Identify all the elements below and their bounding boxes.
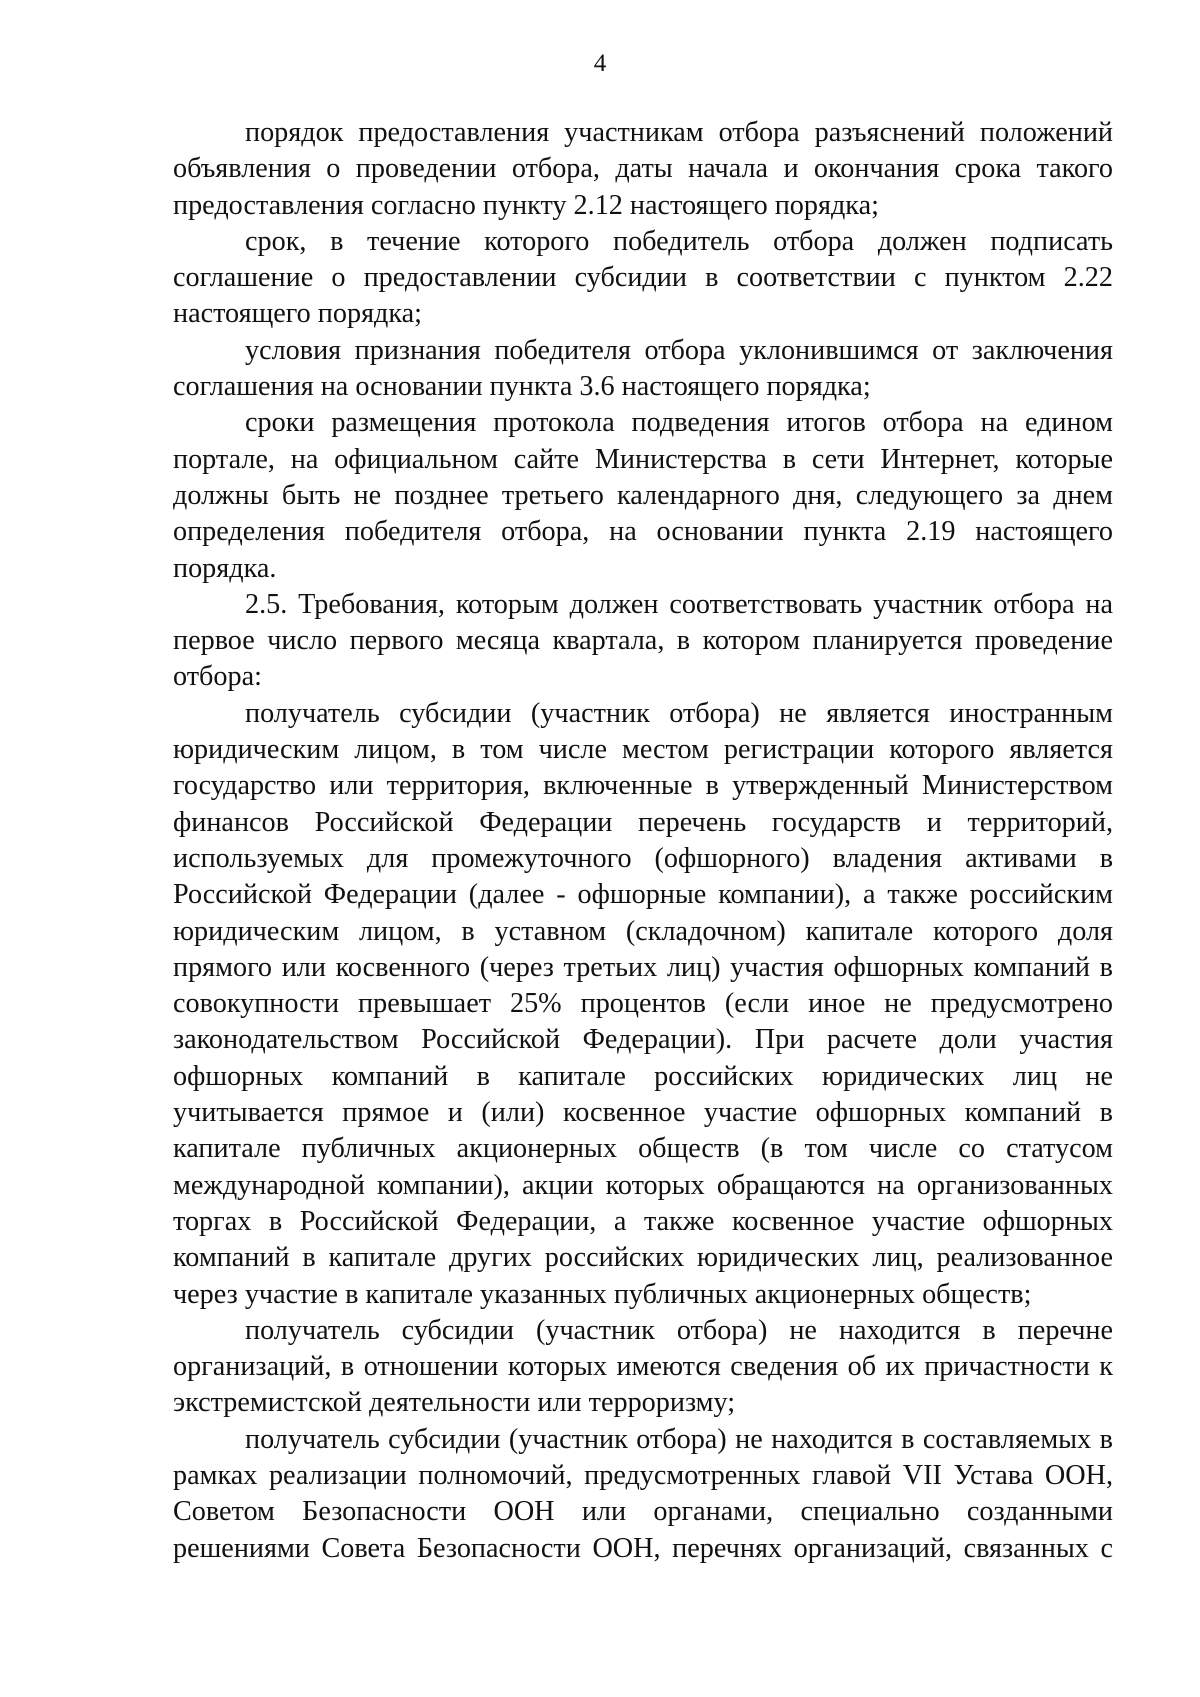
- paragraph-extremism-requirement: получатель субсидии (участник отбора) не находится в перечне организаций, в отношении которых имеются сведения об их причастности к экстремистской деятельности или терроризму;: [173, 1314, 1113, 1419]
- paragraph-signing-deadline: срок, в течение которого победитель отбора должен подписать соглашение о предоставлении субсидии в соответствии с пунктом 2.22 настоящего порядка;: [173, 225, 1113, 330]
- paragraph-section-2-5: 2.5. Требования, которым должен соответствовать участник отбора на первое число первого месяца квартала, в котором планируется проведение отбора:: [173, 588, 1113, 693]
- paragraph-un-lists-requirement: получатель субсидии (участник отбора) не находится в составляемых в рамках реализации полномочий, предусмотренных главой VII Устава ООН, Советом Безопасности ООН или органами, специально созданными решениями Совета Безопасности ООН, перечнях организаций, связанных с: [173, 1423, 1113, 1564]
- document-body: [173, 115, 1113, 1567]
- paragraph-protocol-placement: сроки размещения протокола подведения итогов отбора на едином портале, на официальном сайте Министерства в сети Интернет, которые должны быть не позднее третьего календарного дня, следующего за днем определения победителя отбора, на основании пункта 2.19 настоящего порядка.: [173, 407, 1113, 584]
- page-number: 4: [593, 50, 607, 77]
- paragraph-evasion-conditions: условия признания победителя отбора уклонившимся от заключения соглашения на основании пункта 3.6 настоящего порядка;: [173, 334, 1113, 403]
- paragraph-explanations-order: порядок предоставления участникам отбора разъяснений положений объявления о проведении отбора, даты начала и окончания срока такого предоставления согласно пункту 2.12 настоящего порядка;: [173, 117, 1113, 221]
- paragraph-offshore-requirement: получатель субсидии (участник отбора) не является иностранным юридическим лицом, в том числе местом регистрации которого является государство или территория, включенные в утвержденный Министерством финансов Российской Федерации перечень государств и территорий, используемых для промежуточного (офшорного) владения активами в Российской Федерации (далее - офшорные компании), а также российским юридическим лицом, в уставном (складочном) капитале которого доля прямого или косвенного (через третьих лиц) участия офшорных компаний в совокупности превышает 25% процентов (если иное не предусмотрено законодательством Российской Федерации). При расчете доли участия офшорных компаний в капитале российских юридических лиц не учитывается прямое и (или) косвенное участие офшорных компаний в капитале публичных акционерных обществ (в том числе со статусом международной компании), акции которых обращаются на организованных торгах в Российской Федерации, а также косвенное участие офшорных компаний в капитале других российских юридических лиц, реализованное через участие в капитале указанных публичных акционерных обществ;: [173, 697, 1113, 1310]
